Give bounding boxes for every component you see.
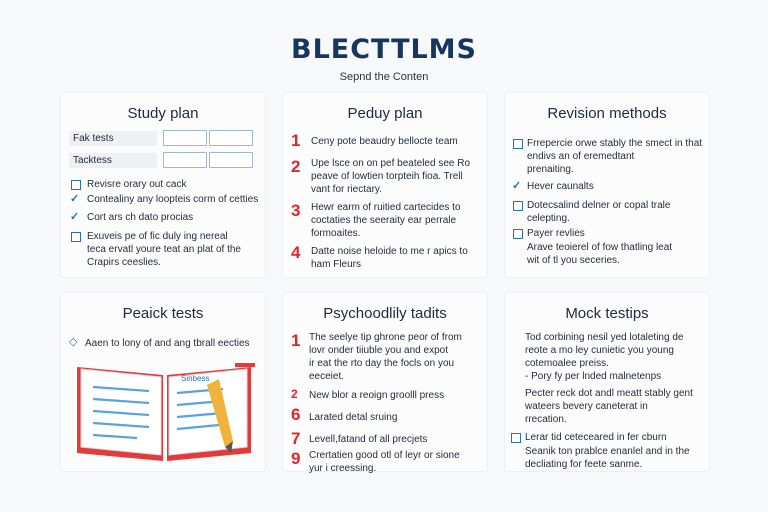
study-plan-panel: [60, 92, 266, 278]
diamond-icon: ◇: [69, 336, 78, 348]
practice-tests-title: Peaick tests: [122, 305, 204, 322]
psychology-panel: [282, 292, 488, 472]
page-title: BLECTTLMS: [290, 34, 478, 65]
step-number: 4: [291, 243, 301, 262]
step-text: Crertatien good otl of leyr or sione yur i creessing.: [309, 450, 460, 474]
check-item: Contealiny any loopteis corm of cetties: [87, 194, 259, 205]
step-number: 1: [291, 331, 301, 350]
mock-tests-title: Mock testips: [565, 305, 649, 322]
field-label-fak-tests: Fak tests: [69, 131, 157, 146]
revision-item: Dotecsalind delner or copal trale celepting.: [527, 200, 671, 224]
open-book-illustration: [73, 355, 257, 465]
tacktess-input-1[interactable]: [163, 152, 207, 168]
revision-methods-title: Revision methods: [547, 105, 667, 122]
mock-tests-panel: [504, 292, 710, 472]
checkbox[interactable]: [71, 180, 81, 190]
field-label-tacktess: Tacktess: [69, 153, 157, 168]
step-number: 1: [291, 131, 301, 150]
revision-item: Payer revlies: [527, 228, 585, 239]
step-text: New blor a reoign groolll press: [309, 390, 445, 401]
step-number: 2: [291, 387, 298, 401]
checkbox[interactable]: [513, 139, 523, 149]
book-label: Sinbess: [181, 374, 210, 383]
tacktess-input-2[interactable]: [209, 152, 253, 168]
step-text: The seelye tip ghrone peor of from lovr onder tiiuble you and expot ir eat the rto day the focls on you eeceiet.: [309, 332, 462, 382]
check-icon[interactable]: ✓: [70, 211, 80, 223]
revision-tail: Arave teoierel of fow thatling leat wit of tl you seceries.: [527, 242, 673, 266]
mock-paragraph: Seanik ton prablce enanlel and in the decliating for feete sanme.: [525, 446, 690, 470]
mock-check-item: Lerar tid ceteceared in fer cburn: [525, 432, 667, 443]
step-number: 2: [291, 157, 301, 176]
fak-tests-input-1[interactable]: [163, 130, 207, 146]
step-number: 6: [291, 405, 301, 424]
mock-paragraph: Pecter reck dot andl meatt stably gent wateers bevery caneterat in rrecation.: [525, 388, 693, 425]
step-text: Upe lsce on on pef beateled see Ro peave of lowtien torpteih fioa. Trell vant for riectary.: [311, 158, 470, 195]
page-subtitle: Sepnd the Conten: [339, 71, 429, 83]
study-note: Exuveis pe of fic duly ing nereal teca ervatl youre teat an plat of the Crapirs ceeslies.: [87, 231, 241, 268]
step-text: Ceny pote beaudry bellocte team: [311, 136, 458, 147]
step-text: Datte noise heloide to me r apics to ham Fleurs: [311, 246, 468, 270]
check-item: Revisre orary out cack: [87, 179, 187, 190]
step-text: Larated detal sruing: [309, 412, 398, 423]
check-item: Cort ars ch dato procias: [87, 212, 194, 223]
peady-plan-title: Peduy plan: [347, 105, 423, 122]
peady-plan-panel: [282, 92, 488, 278]
mock-paragraph: Tod corbining nesil yed lotaleting de reote a mo ley cunietic you young cotemoalee preiss. - Pory fy per lnded malnetenps: [525, 332, 684, 382]
revision-item: Frrepercie orwe stably the smect in that endivs an of eremedtant prenaiting.: [527, 138, 703, 175]
revision-methods-panel: [504, 92, 710, 278]
header: [0, 34, 768, 83]
checkbox-checked[interactable]: [71, 232, 81, 242]
psychology-title: Psychoodlily tadits: [323, 305, 447, 322]
checkbox[interactable]: [513, 229, 523, 239]
practice-item: Aaen to lony of and ang tbrall eecties: [85, 338, 250, 349]
fak-tests-input-2[interactable]: [209, 130, 253, 146]
practice-tests-panel: [60, 292, 266, 472]
check-icon[interactable]: ✓: [70, 193, 80, 205]
checkbox[interactable]: [513, 201, 523, 211]
check-icon[interactable]: ✓: [512, 180, 522, 192]
step-number: 7: [291, 429, 301, 448]
step-text: Hewr earm of ruitied cartecides to coctaties the seeraity ear perrale formoaites.: [311, 202, 461, 239]
step-text: Levell,fatand of all precjets: [309, 434, 428, 445]
study-plan-title: Study plan: [127, 105, 199, 122]
step-number: 3: [291, 201, 301, 220]
revision-item: Hever caunalts: [527, 181, 594, 192]
step-number: 9: [291, 449, 301, 468]
checkbox-checked[interactable]: [511, 433, 521, 443]
